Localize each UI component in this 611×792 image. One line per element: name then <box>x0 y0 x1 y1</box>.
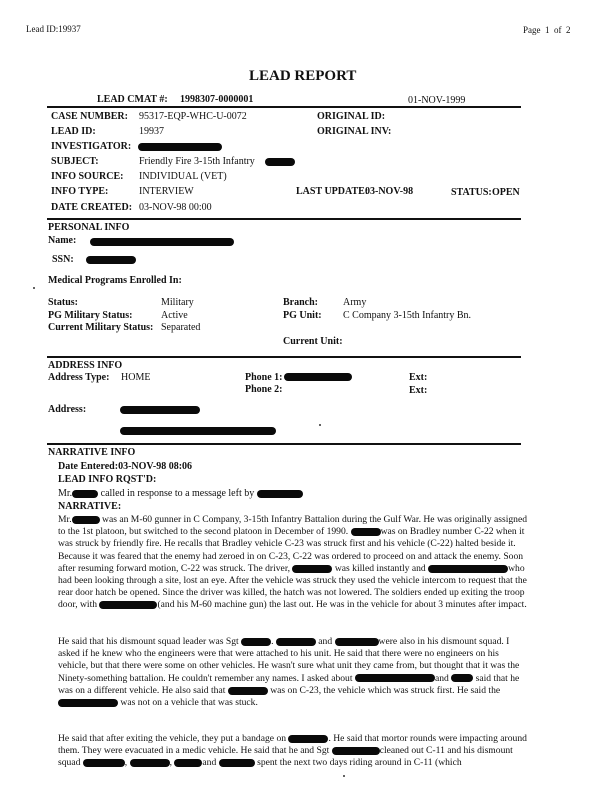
text-run: He said that after exiting the vehicle, they put a bandage on <box>58 733 287 744</box>
date-created-value: 03-NOV-98 00:00 <box>139 202 212 213</box>
text-run: and <box>318 636 333 647</box>
narrative-paragraph-1 <box>58 514 528 612</box>
date-entered-label: Date Entered: <box>58 461 119 472</box>
investigator-label: INVESTIGATOR: <box>51 141 132 152</box>
lead-info-rqst-text <box>58 488 303 499</box>
redaction-bar <box>332 747 380 755</box>
text-run: was killed instantly and <box>334 562 426 574</box>
redaction-bar <box>120 427 276 435</box>
last-update-label: LAST UPDATE: <box>296 186 369 197</box>
text-run: said that he was on a different vehicle. He also said that <box>58 672 520 696</box>
case-number-label: CASE NUMBER: <box>51 111 128 122</box>
pg-unit-label: PG Unit: <box>283 310 322 321</box>
redaction-bar <box>228 687 268 695</box>
redaction-bar <box>90 238 234 246</box>
scan-speck <box>343 775 345 777</box>
divider <box>47 443 521 445</box>
redaction-bar <box>86 256 136 264</box>
text-run: . He said that mortor rounds were impacting around them. They were evacuated in a medic vehicle. He said that he and Sgt <box>58 733 527 757</box>
date-entered <box>58 461 192 472</box>
military-status-label: Status: <box>48 297 79 308</box>
scan-speck <box>33 287 35 289</box>
redaction-bar <box>355 674 435 682</box>
phone2-label: Phone 2: <box>245 384 283 395</box>
redaction-bar <box>58 699 118 707</box>
current-unit-label: Current Unit: <box>283 336 343 347</box>
redaction-bar <box>219 759 255 767</box>
redaction-bar <box>335 638 379 646</box>
text-run: Mr. <box>58 514 72 525</box>
narrative-label: NARRATIVE: <box>58 501 122 512</box>
last-update-value: 03-NOV-98 <box>365 186 414 197</box>
info-source-value: INDIVIDUAL (VET) <box>139 171 227 182</box>
redaction-bar <box>83 757 128 769</box>
header-lead-id: Lead ID:19937 <box>26 24 81 34</box>
branch-value: Army <box>343 297 367 308</box>
redaction-bar <box>451 674 473 682</box>
scan-speck <box>319 424 321 426</box>
status-label: STATUS: <box>451 187 492 198</box>
of-label: of <box>554 25 562 35</box>
text-run: were also in his dismount squad. I asked if he knew who the engineers were that were attached to his unit. He said that there were no engineers on his vehicle, but that there were some on other vehicles. He wasn't sure what unit they came from, but thought that it was the Ninety-something battalion. He couldn't remember any names. I asked about <box>58 636 520 684</box>
redaction-bar <box>257 490 303 498</box>
narrative-paragraph-3 <box>58 733 528 770</box>
lead-id-value: 19937 <box>139 126 164 137</box>
redaction-bar <box>72 516 100 524</box>
redaction-bar <box>292 565 332 573</box>
redaction-bar <box>174 759 202 767</box>
text-run: (and his M-60 machine gun) the last out. He was in the vehicle for about 3 minutes after impact. <box>157 599 527 611</box>
info-type-value: INTERVIEW <box>139 186 194 197</box>
date-created-label: DATE CREATED: <box>51 202 133 213</box>
text-run: was not on a vehicle that was stuck. <box>120 697 258 709</box>
redaction-bar <box>428 565 508 573</box>
redaction-bar <box>72 490 98 498</box>
cmat-label: LEAD CMAT #: <box>97 94 168 105</box>
redaction-bar <box>351 528 381 536</box>
ssn-label: SSN: <box>52 254 74 265</box>
text-run: spent the next two days riding around in C-11 (which <box>257 757 462 769</box>
section-heading-personal: PERSONAL INFO <box>48 222 130 233</box>
redaction-bar <box>288 735 328 743</box>
text-run: was an M-60 gunner in C Company, 3-15th Infantry Battalion during the Gulf War. He was originally assigned to the 1st platoon, but switched to the second platoon in December of 1990. <box>58 514 528 538</box>
text-run: was on Bradley number C-22 when it was struck by friendly fire. He recalls that Bradley vehicle C-23 was struck first and his vehicle (C-22) halted beside it. Because it was feared that the enemy had zeroed in on C-23, C-22 was ordered to proceed on and attack the enemy. Soon after resuming forward motion, C-22 was struck. The driver, <box>58 526 525 574</box>
text-run: was on C-23, the vehicle which was struck first. He said the <box>270 684 501 696</box>
narrative-paragraph-2 <box>58 636 528 709</box>
lead-id-label: LEAD ID: <box>51 126 96 137</box>
text-run: He said that his dismount squad leader was Sgt <box>58 636 239 647</box>
info-source-label: INFO SOURCE: <box>51 171 124 182</box>
cmat-value: 1998307-0000001 <box>180 94 254 105</box>
text-run: cleaned out C-11 and his dismount squad <box>58 745 513 769</box>
page-number: 1 <box>545 25 550 35</box>
text-run: , <box>124 757 128 769</box>
page-title: LEAD REPORT <box>249 68 357 84</box>
text-run: , <box>169 757 173 769</box>
text-run: and <box>202 757 217 769</box>
address-label: Address: <box>48 404 87 415</box>
divider <box>47 218 521 220</box>
current-military-status-value: Separated <box>161 322 201 333</box>
redaction-bar <box>284 373 352 381</box>
pg-military-status-value: Active <box>161 310 188 321</box>
divider <box>47 106 521 108</box>
redaction-bar <box>241 636 274 647</box>
text-run: and <box>434 672 449 684</box>
lead-info-rqst-label: LEAD INFO RQST'D: <box>58 474 157 485</box>
text-run: who had been looking through a site, lost an eye. After the vehicle was struck they used the vehicle intercom to request that the rear door hatch be opened. Since the driver was killed, the hatch was not lowered. The soldiers ended up exiting the troop door, with <box>58 562 527 611</box>
original-id-label: ORIGINAL ID: <box>317 111 386 122</box>
pg-military-status-label: PG Military Status: <box>48 310 133 321</box>
case-number-value: 95317-EQP-WHC-U-0072 <box>139 111 247 122</box>
text-run: . <box>271 636 274 647</box>
redaction-bar <box>99 601 157 609</box>
page-total: 2 <box>566 25 571 35</box>
phone1-label: Phone 1: <box>245 372 283 383</box>
address-type-value: HOME <box>121 372 151 383</box>
original-inv-label: ORIGINAL INV: <box>317 126 392 137</box>
subject-label: SUBJECT: <box>51 156 99 167</box>
pg-unit-value: C Company 3-15th Infantry Bn. <box>343 310 472 321</box>
ext1-label: Ext: <box>409 372 428 383</box>
ext2-label: Ext: <box>409 385 428 396</box>
divider <box>47 356 521 358</box>
info-type-label: INFO TYPE: <box>51 186 109 197</box>
text-run: Mr. <box>58 488 73 499</box>
status-value: OPEN <box>492 187 520 198</box>
branch-label: Branch: <box>283 297 318 308</box>
subject-value: Friendly Fire 3-15th Infantry <box>139 156 255 167</box>
redaction-bar <box>130 757 173 769</box>
cmat-date: 01-NOV-1999 <box>408 95 466 106</box>
redaction-bar <box>276 638 316 646</box>
section-heading-address: ADDRESS INFO <box>48 360 123 371</box>
text-run: called in response to a message left by <box>100 488 255 499</box>
page-label: Page <box>523 25 541 35</box>
redaction-bar <box>120 406 200 414</box>
redaction-bar <box>265 158 295 166</box>
name-label: Name: <box>48 235 77 246</box>
military-status-value: Military <box>161 297 194 308</box>
medical-programs-label: Medical Programs Enrolled In: <box>48 275 182 286</box>
section-heading-narrative: NARRATIVE INFO <box>48 447 136 458</box>
address-type-label: Address Type: <box>48 372 110 383</box>
current-military-status-label: Current Military Status: <box>48 322 154 333</box>
date-entered-value: 03-NOV-98 08:06 <box>118 461 193 472</box>
page-indicator <box>523 25 571 35</box>
redaction-bar <box>138 143 222 151</box>
